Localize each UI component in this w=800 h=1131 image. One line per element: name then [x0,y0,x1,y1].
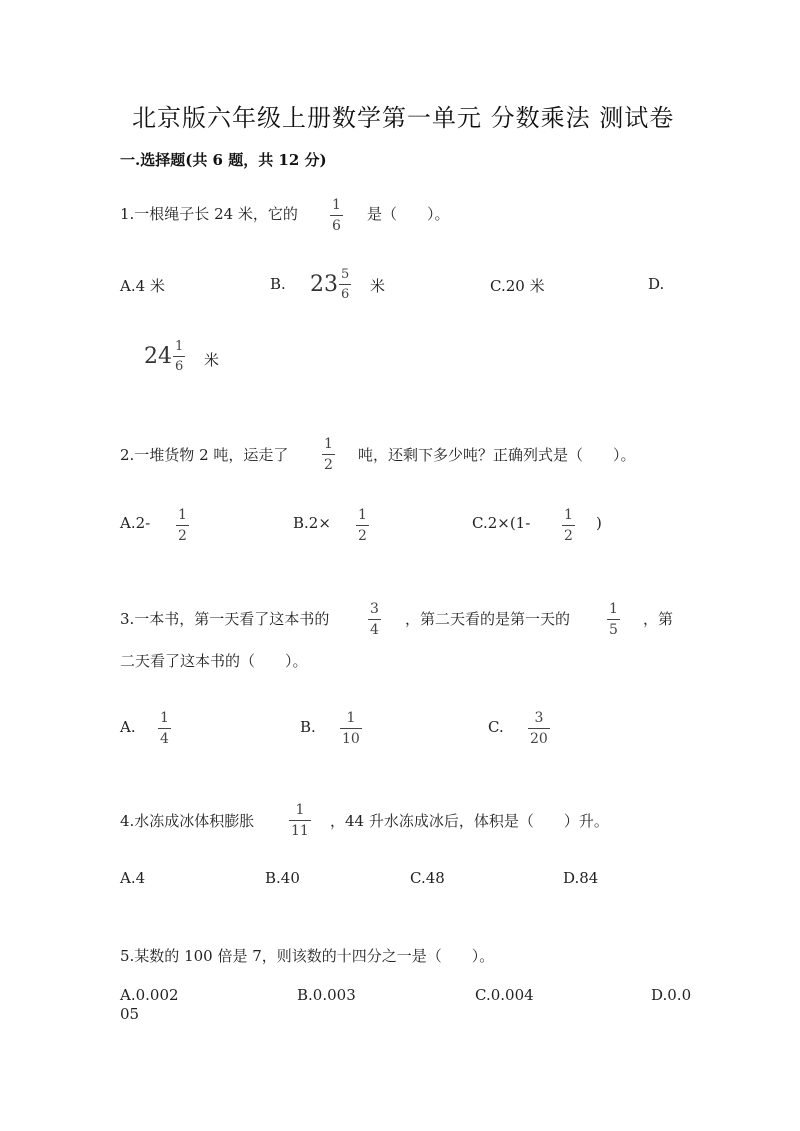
mixed-fraction [173,340,185,373]
page-title: 北京版六年级上册数学第一单元 分数乘法 测试卷 [132,104,675,132]
fraction-numerator: 1 [175,339,184,354]
fraction-denominator: 6 [173,356,185,373]
mixed-whole: 24 [144,344,172,369]
fraction-numerator: 1 [160,710,169,726]
fraction-denominator: 6 [339,284,351,301]
question-3-text: 3.一本书，第一天看了这本书的 [120,610,330,628]
fraction-denominator: 2 [562,525,575,543]
fraction-denominator: 10 [340,728,362,746]
fraction-numerator: 1 [609,601,618,617]
question-3-option-b-fraction [340,711,362,746]
question-1-option-d-unit: 米 [204,351,220,369]
question-3-text-line-2: 二天看了这本书的（ ）。 [120,652,308,670]
fraction-denominator: 11 [289,820,311,838]
fraction-denominator: 2 [356,525,369,543]
fraction-numerator: 5 [341,267,350,282]
question-5-option-d[interactable]: D.0.0 [651,986,692,1004]
question-5-option-a[interactable]: A.0.002 [120,986,179,1004]
fraction-numerator: 1 [332,197,341,213]
fraction-denominator: 6 [330,215,343,233]
question-3-option-c-fraction [528,711,550,746]
question-2-option-b-fraction [356,508,369,543]
fraction-denominator: 4 [158,728,171,746]
question-1-option-d-label[interactable]: D. [648,275,665,293]
fraction-numerator: 1 [346,710,356,726]
question-5-option-c[interactable]: C.0.004 [475,986,534,1004]
fraction-numerator: 1 [564,507,573,523]
question-3-fraction-2 [607,602,620,637]
question-2-option-b[interactable]: B.2× [293,514,331,532]
fraction-numerator: 1 [178,507,187,523]
fraction-denominator: 2 [322,454,335,472]
question-3-option-b[interactable]: B. [300,718,316,736]
question-4-suffix: ，44 升水冻成冰后，体积是（ ）升。 [330,812,609,830]
question-1-option-b-label[interactable]: B. [270,275,286,293]
fraction-numerator: 1 [358,507,367,523]
question-3-suffix: ，第 [643,610,674,628]
question-1-option-a[interactable]: A.4 米 [120,277,165,295]
question-1-option-d-mixed-number [144,340,185,373]
question-1-fraction [330,198,343,233]
question-2-text: 2.一堆货物 2 吨，运走了 [120,446,289,464]
question-2-option-c-fraction [562,508,575,543]
question-1-suffix: 是（ ）。 [367,205,450,223]
question-1-option-b-mixed-number [310,268,351,301]
question-2-fraction [322,437,335,472]
question-1-option-c[interactable]: C.20 米 [490,277,545,295]
question-4-option-c[interactable]: C.48 [410,869,445,887]
question-2-option-a[interactable]: A.2- [120,514,151,532]
question-2-option-c-close-paren: ) [596,514,602,532]
fraction-numerator: 1 [324,436,333,452]
question-3-option-a[interactable]: A. [120,718,136,736]
question-2-option-c[interactable]: C.2×(1- [472,514,531,532]
question-4-option-d[interactable]: D.84 [563,869,599,887]
question-3-option-c[interactable]: C. [488,718,504,736]
question-1-option-b-unit: 米 [370,277,386,295]
question-2-option-a-fraction [176,508,189,543]
fraction-denominator: 20 [528,728,550,746]
question-1-text: 1.一根绳子长 24 米，它的 [120,205,298,223]
question-3-option-a-fraction [158,711,171,746]
question-4-option-b[interactable]: B.40 [265,869,300,887]
question-5-text: 5.某数的 100 倍是 7，则该数的十四分之一是（ ）。 [120,947,495,965]
question-3-fraction-1 [368,602,381,637]
fraction-denominator: 4 [368,619,381,637]
fraction-denominator: 2 [176,525,189,543]
question-5-option-b[interactable]: B.0.003 [297,986,356,1004]
question-3-middle: ，第二天看的是第一天的 [405,610,571,628]
section-heading: 一.选择题(共 6 题，共 12 分) [120,151,327,169]
question-5-option-d-continued: 05 [120,1005,140,1023]
fraction-numerator: 3 [370,601,379,617]
fraction-numerator: 3 [534,710,544,726]
question-4-text: 4.水冻成冰体积膨胀 [120,812,255,830]
fraction-numerator: 1 [295,802,305,818]
mixed-fraction [339,268,351,301]
question-4-fraction [289,803,311,838]
question-2-suffix: 吨，还剩下多少吨？正确列式是（ ）。 [358,446,636,464]
question-4-option-a[interactable]: A.4 [120,869,146,887]
mixed-whole: 23 [310,272,338,297]
fraction-denominator: 5 [607,619,620,637]
